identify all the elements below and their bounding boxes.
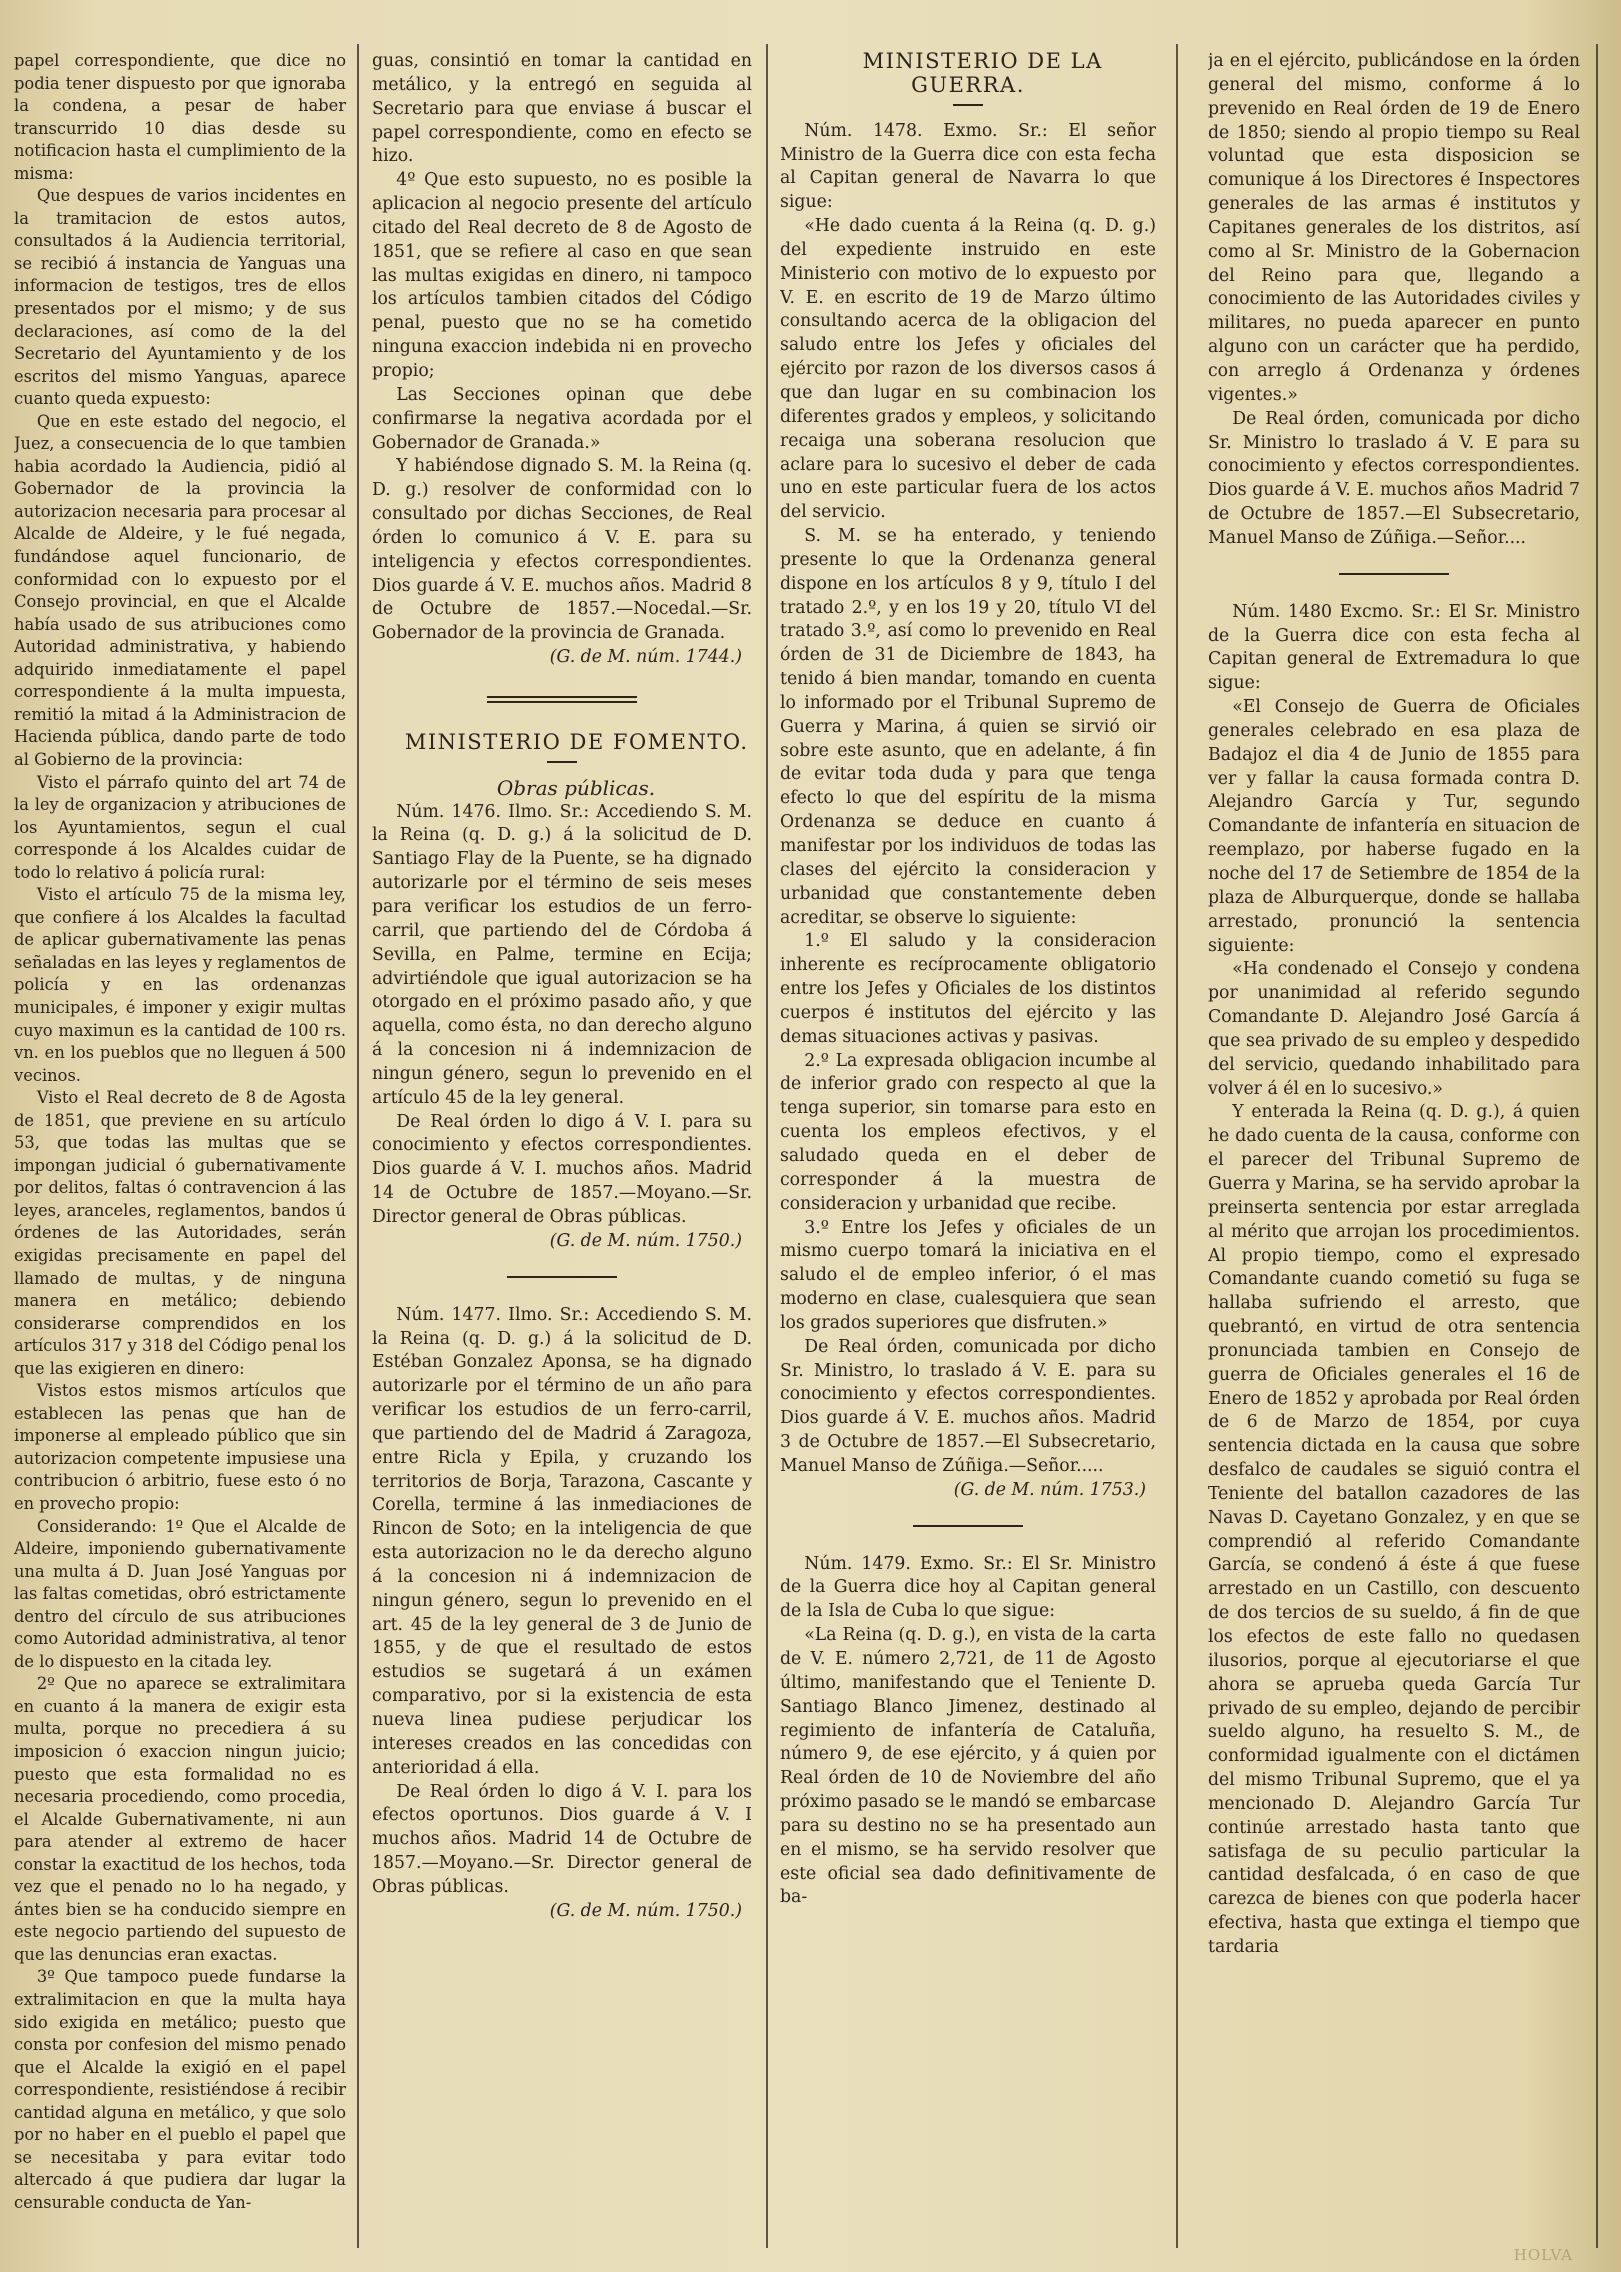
paragraph: De Real órden lo digo á V. I. para los efectos oportunos. Dios guarde á V. I muchos años. Madrid 14 de Octubre de 1857.—Moyano.—Sr. Director general de Obras públicas.: [372, 1781, 752, 1897]
paragraph: Y habiéndose dignado S. M. la Reina (q. D. g.) resolver de conformidad con lo consultado por dichas Secciones, de Real órden lo comunico á V. E. para su inteligencia y efectos correspondientes. Dios guarde á V. E. muchos años. Madrid 8 de Octubre de 1857.—Nocedal.—Sr. Gobernador de la provincia de Granada.: [372, 456, 752, 644]
paragraph: Visto el artículo 75 de la misma ley, que confiere á los Alcaldes la facultad de aplicar gubernativamente las penas señaladas en las leyes y reglamentos de policía y en las ordenanzas municipales, é imponer y exigir multas cuyo maximun es la cantidad de 100 rs. vn. en los pueblos que no lleguen á 500 vecinos.: [14, 885, 346, 1085]
section-separator: [1339, 573, 1449, 575]
heading-rule: [953, 104, 983, 106]
paragraph: «El Consejo de Guerra de Oficiales generales celebrado en esa plaza de Badajoz el dia 4 de Junio de 1855 para ver y fallar la causa formada contra D. Alejandro García y Tur, segundo Comandante de infantería en situacion de reemplazo, por haberse fugado en la noche del 17 de Setiembre de 1854 de la plaza de Alburquerque, donde se hallaba arrestado, pronunció la sentencia siguiente:: [1208, 697, 1580, 956]
column-1: [14, 50, 346, 2242]
paragraph: Núm. 1478. Exmo. Sr.: El señor Ministro de la Guerra dice con esta fecha al Capitan general de Navarra lo que sigue:: [780, 120, 1156, 213]
heading-rule: [547, 761, 577, 763]
paragraph: 3º Que tampoco puede fundarse la extralimitacion en que la multa haya sido exigida en metálico; puesto que consta por confesion del mismo penado que el Alcalde la exigió en el papel correspondiente, resistiéndose á recibir cantidad alguna en metálico, y que solo por no haber en el pueblo el papel que se necesitaba y para evitar todo altercado á que pudiera dar lugar la censurable conducta de Yan-: [14, 1967, 346, 2212]
column-2: [372, 50, 752, 2242]
paragraph: Que despues de varios incidentes en la tramitacion de estos autos, consultados á la Audiencia territorial, se recibió á instancia de Yanguas una informacion de testigos, tres de ellos presentados por el mismo; y de sus declaraciones, así como de la del Secretario del Ayuntamiento y de los escritos del mismo Yanguas, aparece cuanto queda expuesto:: [14, 186, 346, 409]
paragraph: Visto el párrafo quinto del art 74 de la ley de organizacion y atribuciones de los Ayuntamientos, segun el cual corresponde á los Alcaldes cuidar de todo lo relativo á policía rural:: [14, 772, 346, 882]
paragraph: Núm. 1480 Excmo. Sr.: El Sr. Ministro de la Guerra dice con esta fecha al Capitan general de Extremadura lo que sigue:: [1208, 601, 1580, 694]
section-separator: [487, 696, 637, 703]
paragraph: Y enterada la Reina (q. D. g.), á quien he dado cuenta de la causa, conforme con el parecer del Tribunal Supremo de Guerra y Marina, se ha servido aprobar la preinserta sentencia por estar arreglada al mérito que arrojan los procedimientos. Al propio tiempo, como el expresado Comandante cuando cometió su fuga se hallaba sufriendo el arresto, que quebrantó, en virtud de otra sentencia pronunciada tambien en Consejo de guerra de Oficiales generales el 16 de Enero de 1852 y aprobada por Real órden de 6 de Marzo de 1854, por cuya sentencia dictada en la causa que sobre desfalco de caudales se siguió contra el Teniente del batallon cazadores de las Navas D. Cayetano Gonzalez, y en que se comprendió al referido Comandante García, se condenó á éste á que fuese arrestado en un Castillo, con descuento de dos tercios de su sueldo, á fin de que los efectos de este fallo no quedasen ilusorios, porque al ejecutoriarse el que ahora se aprueba queda García Tur privado de su empleo, dejando de percibir sueldo alguno, ha resuelto S. M., de conformidad igualmente con el dictámen del mismo Tribunal Supremo, que el ya mencionado D. Alejandro García Tur continúe arrestado hasta tanto que satisfaga de su peculio particular la cantidad desfalcada, ó en caso de que carezca de bienes con que poderla hacer efectiva, hasta que extinga el tiempo que tardaria: [1208, 1102, 1580, 1957]
paragraph: Visto el Real decreto de 8 de Agosta de 1851, que previene en su artículo 53, que todas las multas que se impongan judicial ó gubernativamente por delitos, faltas ó contravencion á las leyes, aranceles, reglamentos, bandos ú órdenes de las Autoridades, serán exigidas precisamente en papel del llamado de multas, y de ninguna manera en metálico; debiendo considerarse comprendidos en los artículos 317 y 318 del Código penal los que las exigieren en dinero:: [14, 1088, 346, 1378]
column-3: [780, 50, 1156, 2242]
paragraph: De Real órden lo digo á V. I. para su conocimiento y efectos correspondientes. Dios guarde á V. I. muchos años. Madrid 14 de Octubre de 1857.—Moyano.—Sr. Director general de Obras públicas.: [372, 1111, 752, 1227]
paragraph: «Ha condenado el Consejo y condena por unanimidad al referido segundo Comandante D. Alejandro José García á que sea privado de su empleo y despedido del servicio, quedando inhabilitado para volver á él en lo sucesivo.»: [1208, 959, 1580, 1099]
column-4: [1208, 50, 1580, 2242]
paragraph: De Real órden, comunicada por dicho Sr. Ministro, lo traslado á V. E. para su conocimiento y efectos correspondientes. Dios guarde á V. E. muchos años. Madrid 3 de Octubre de 1857.—El Subsecretario, Manuel Manso de Zúñiga.—Señor.....: [780, 1336, 1156, 1476]
paragraph: 1.º El saludo y la consideracion inherente es recíprocamente obligatorio entre los Jefes y Oficiales de los distintos cuerpos é institutos del ejército y las demas situaciones activas y pasivas.: [780, 931, 1156, 1047]
paragraph: Considerando: 1º Que el Alcalde de Aldeire, imponiendo gubernativamente una multa á D. Juan José Yanguas por las faltas cometidas, obró estrictamente dentro del círculo de sus atribuciones como Autoridad administrativa, al tenor de lo dispuesto en la citada ley.: [14, 1516, 346, 1671]
ministry-heading: MINISTERIO DE LA GUERRA.: [862, 50, 1103, 97]
ministry-heading: MINISTERIO DE FOMENTO.: [404, 729, 749, 754]
paragraph: ja en el ejército, publicándose en la órden general del mismo, conforme á lo prevenido en Real órden de 19 de Enero de 1850; siendo al propio tiempo su Real voluntad que esta disposicion se comunique á los Directores é Inspectores generales de las armas é institutos y Capitanes generales de los distritos, así como al Sr. Ministro de la Gobernacion del Reino para que, llegando a conocimiento de las Autoridades civiles y militares, no pueda aparecer en punto alguno con un carácter que ha perdido, con arreglo á Ordenanza y órdenes vigentes.»: [1208, 51, 1580, 405]
paragraph: guas, consintió en tomar la cantidad en metálico, y la entregó en seguida al Secretario para que enviase á buscar el papel correspondiente, como en efecto se hizo.: [372, 51, 752, 167]
paragraph: De Real órden, comunicada por dicho Sr. Ministro lo traslado á V. E para su conocimiento y efectos correspondientes. Dios guarde á V. E. muchos años Madrid 7 de Octubre de 1857.—El Subsecretario, Manuel Manso de Zúñiga.—Señor....: [1208, 408, 1580, 548]
paragraph: 2.º La expresada obligacion incumbe al de inferior grado con respecto al que la tenga superior, sin tomarse para esto en cuenta los empleos efectivos, y el saludado queda en el deber de corresponder á la muestra de consideracion y urbanidad que recibe.: [780, 1050, 1156, 1214]
paragraph: Núm. 1476. Ilmo. Sr.: Accediendo S. M. la Reina (q. D. g.) á la solicitud de D. Santiago Flay de la Puente, se ha dignado autorizarle por el término de seis meses para verificar los estudios de un ferro-carril, que partiendo del de Córdoba á Sevilla, en Palme, termine en Ecija; advirtiéndole que igual autorizacion se ha otorgado en el próximo pasado año, y que aquella, como ésta, no dan derecho alguno á la concesion ni á indemnizacion de ningun género, segun lo prevenido en el artículo 45 de la ley general.: [372, 801, 752, 1108]
column-divider: [1596, 44, 1598, 2248]
paragraph: Que en este estado del negocio, el Juez, a consecuencia de lo que tambien habia acordado la Audiencia, pidió al Gobernador de la provincia la autorizacion necesaria para procesar al Alcalde de Aldeire, y le fué negada, fundándose aquel funcionario, de conformidad con lo expuesto por el Consejo provincial, en que el Alcalde había usado de sus atribuciones como Autoridad administrativa, y habiendo adquirido inmediatamente el papel correspondiente á la multa impuesta, remitió la mitad á la Administracion de Hacienda pública, dando parte de todo al Gobierno de la provincia:: [14, 411, 346, 769]
gazette-reference: (G. de M. núm. 1750.): [549, 1230, 742, 1251]
gazette-reference: (G. de M. núm. 1750.): [549, 1900, 742, 1921]
column-divider: [1176, 44, 1178, 2248]
paragraph: «He dado cuenta á la Reina (q. D. g.) del expediente instruido en este Ministerio con motivo de lo expuesto por V. E. en escrito de 19 de Marzo último consultando acerca de la obligacion del saludo entre los Jefes y oficiales del ejército por razon de los diversos casos á que dan lugar en su combinacion los diferentes grados y empleos, y solicitando recaiga una soberana resolucion que aclare para lo sucesivo el deber de cada uno en este particular fuera de los actos del servicio.: [780, 216, 1156, 523]
paragraph: 3.º Entre los Jefes y oficiales de un mismo cuerpo tomará la iniciativa en el saludo el de empleo inferior, ó el mas moderno en clase, cualesquiera que sean los grados superiores que disfruten.»: [780, 1217, 1156, 1333]
paragraph: «La Reina (q. D. g.), en vista de la carta de V. E. número 2,721, de 11 de Agosto último, manifestando que el Teniente D. Santiago Blanco Jimenez, destinado al regimiento de infantería de Cataluña, número 9, de ese ejército, y á quien por Real órden de 10 de Noviembre del año próximo pasado se le mandó se embarcase para su destino no se ha presentado aun en el mismo, se ha servido resolver que este oficial sea dado definitivamente de ba-: [780, 1625, 1156, 1908]
paragraph: papel correspondiente, que dice no podia tener dispuesto por que ignoraba la condena, a pesar de haber transcurrido 10 dias desde su notificacion hasta el cumplimiento de la misma:: [14, 51, 346, 183]
paragraph: S. M. se ha enterado, y teniendo presente lo que la Ordenanza general dispone en los artículos 8 y 9, título I del tratado 2.º, y en los 19 y 20, título VI del tratado 3.º, así como lo prevenido en Real órden de 31 de Diciembre de 1843, ha tenido á bien mandar, tomando en cuenta lo informado por el Tribunal Supremo de Guerra y Marina, á quien se sirvió oir sobre este asunto, que en adelante, á fin de evitar toda duda y para que tenga efecto lo que del espíritu de la misma Ordenanza se deduce en cuanto á manifestar por los individuos de todas las clases del ejército la consideracion y urbanidad que constantemente deben acreditar, se observe lo siguiente:: [780, 526, 1156, 928]
subsection-heading: Obras públicas.: [496, 775, 656, 800]
paragraph: Las Secciones opinan que debe confirmarse la negativa acordada por el Gobernador de Granada.»: [372, 384, 752, 453]
column-divider: [766, 44, 768, 2248]
gazette-reference: (G. de M. núm. 1744.): [549, 647, 742, 668]
gazette-reference: (G. de M. núm. 1753.): [953, 1479, 1146, 1500]
paragraph: Núm. 1477. Ilmo. Sr.: Accediendo S. M. la Reina (q. D. g.) á la solicitud de D. Estéban Gonzalez Aponsa, se ha dignado autorizarle por el término de un año para verificar los estudios de un ferro-carril, que partiendo del de Madrid á Zaragoza, entre Ricla y Epila, y cruzando los territorios de Borja, Tarazona, Cascante y Corella, termine á las inmediaciones de Rincon de Soto; en la inteligencia de que esta autorizacion no le da derecho alguno á la concesion ni á indemnizacion de ningun género, segun lo prevenido en el art. 45 de la ley general de 3 de Junio de 1855, y de que el resultado de estos estudios se sugetará á un exámen comparativo, por si la existencia de esta nueva linea pudiese perjudicar los intereses creados en las concedidas con anterioridad á ella.: [372, 1304, 752, 1778]
watermark-stamp: HOLVA: [1513, 2246, 1573, 2264]
section-separator: [507, 1276, 617, 1278]
paragraph: Vistos estos mismos artículos que establecen las penas que han de imponerse al empleado público que sin autorizacion competente impusiese una contribucion ó arbitrio, fuese esto ó no en provecho propio:: [14, 1381, 346, 1513]
paragraph: Núm. 1479. Exmo. Sr.: El Sr. Ministro de la Guerra dice hoy al Capitan general de la Isla de Cuba lo que sigue:: [780, 1553, 1156, 1622]
section-separator: [913, 1525, 1023, 1527]
paragraph: 2º Que no aparece se extralimitara en cuanto á la manera de exigir esta multa, porque no precediera á su imposicion ó exaccion ningun juicio; puesto que esta formalidad no es necesaria procediendo, como procedia, el Alcalde Gubernativamente, ni aun para atender al extremo de hacer constar la exactitud de los hechos, toda vez que el penado no lo ha negado, y ántes bien se ha conducido siempre en este negocio partiendo del supuesto de que las denuncias eran exactas.: [14, 1674, 346, 1964]
paragraph: 4º Que esto supuesto, no es posible la aplicacion al negocio presente del artículo citado del Real decreto de 8 de Agosto de 1851, que se refiere al caso en que sean las multas exigidas en dinero, ni tampoco los artículos tambien citados del Código penal, puesto que no se ha cometido ninguna exaccion indebida ni en provecho propio;: [372, 170, 752, 381]
column-divider: [357, 44, 359, 2248]
